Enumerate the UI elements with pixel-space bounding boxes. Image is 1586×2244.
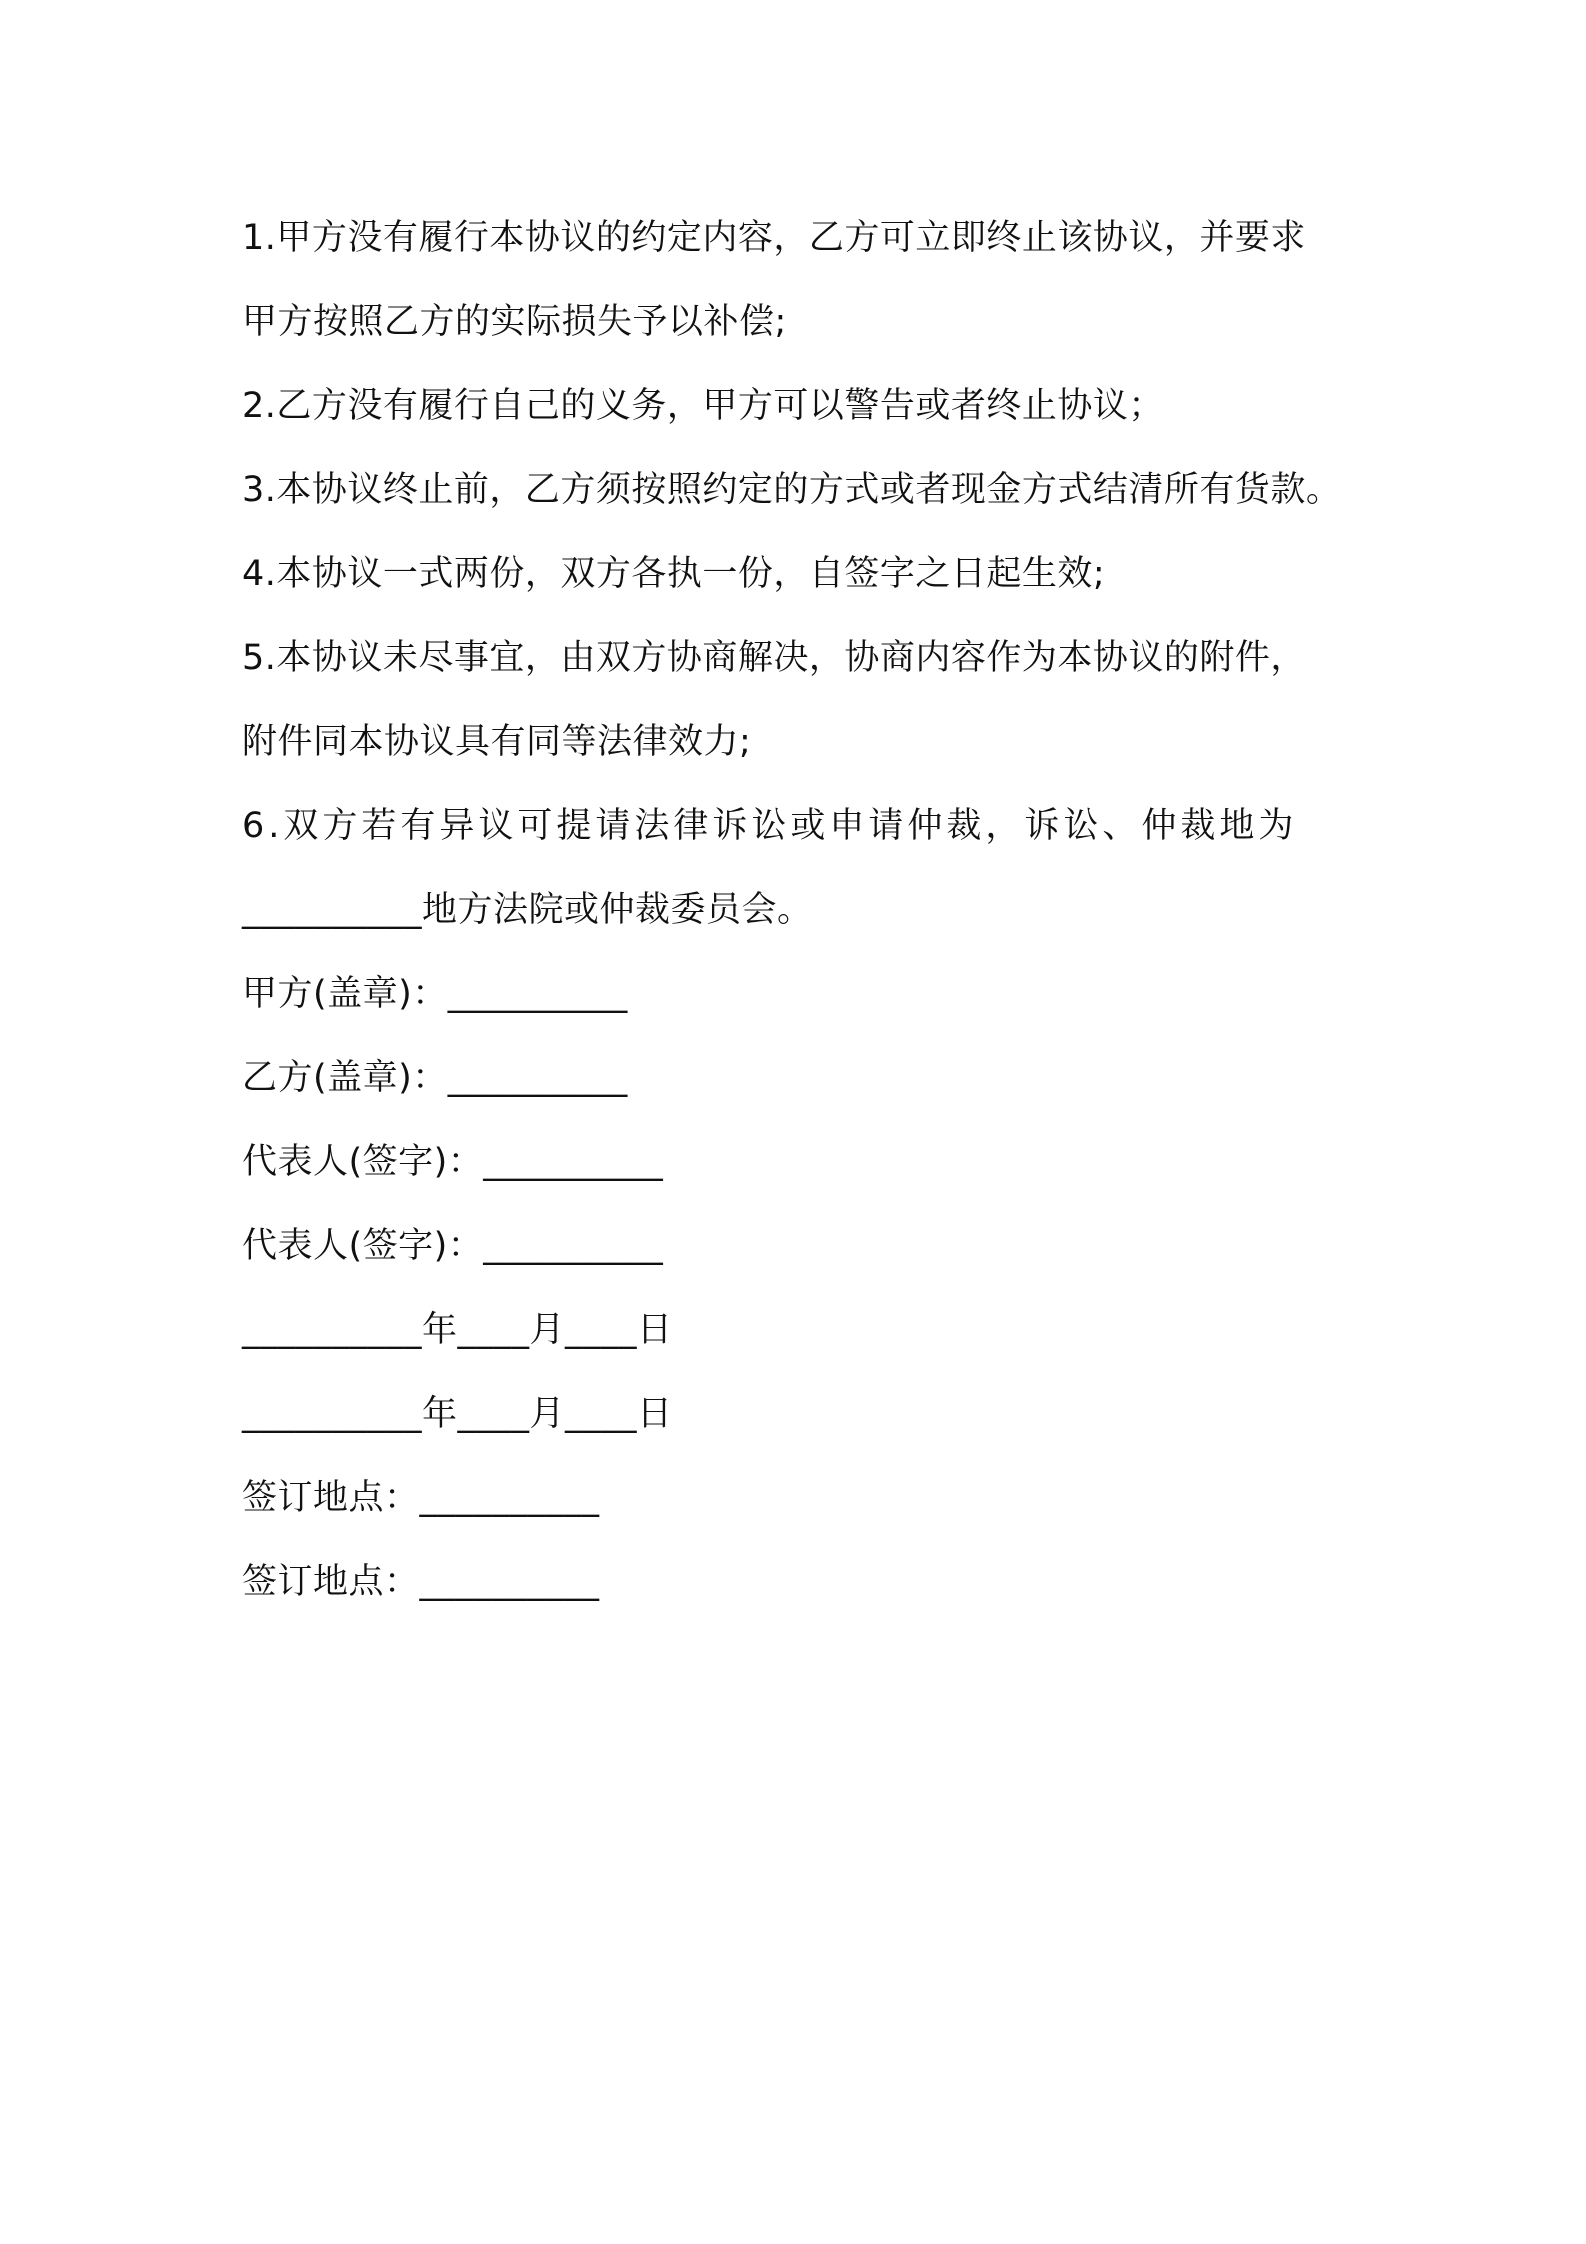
clause-4: 4.本协议一式两份，双方各执一份，自签字之日起生效; [242,554,1106,594]
clause-6-line-2: __________地方法院或仲裁委员会。 [242,890,813,930]
clause-5-line-2: 附件同本协议具有同等法律效力; [242,722,752,762]
clause-6-line-1: 6.双方若有异议可提请法律诉讼或申请仲裁，诉讼、仲裁地为 [242,806,1298,846]
clause-5-line-1: 5.本协议未尽事宜，由双方协商解决，协商内容作为本协议的附件， [242,638,1306,678]
party-a-seal-field: 甲方(盖章)：__________ [242,974,628,1014]
representative-signature-field-1: 代表人(签字)：__________ [242,1142,664,1182]
signing-location-field-2: 签订地点：__________ [242,1562,600,1602]
date-field-1: __________年____月____日 [242,1310,673,1350]
document-body [242,196,1402,1624]
party-b-seal-field: 乙方(盖章)：__________ [242,1058,628,1098]
clause-1-line-2: 甲方按照乙方的实际损失予以补偿; [242,302,787,342]
representative-signature-field-2: 代表人(签字)：__________ [242,1226,664,1266]
clause-2: 2.乙方没有履行自己的义务，甲方可以警告或者终止协议； [242,386,1164,426]
clause-3: 3.本协议终止前，乙方须按照约定的方式或者现金方式结清所有货款。 [242,470,1342,510]
signing-location-field-1: 签订地点：__________ [242,1478,600,1518]
date-field-2: __________年____月____日 [242,1394,673,1434]
clause-1-line-1: 1.甲方没有履行本协议的约定内容，乙方可立即终止该协议，并要求 [242,218,1306,258]
